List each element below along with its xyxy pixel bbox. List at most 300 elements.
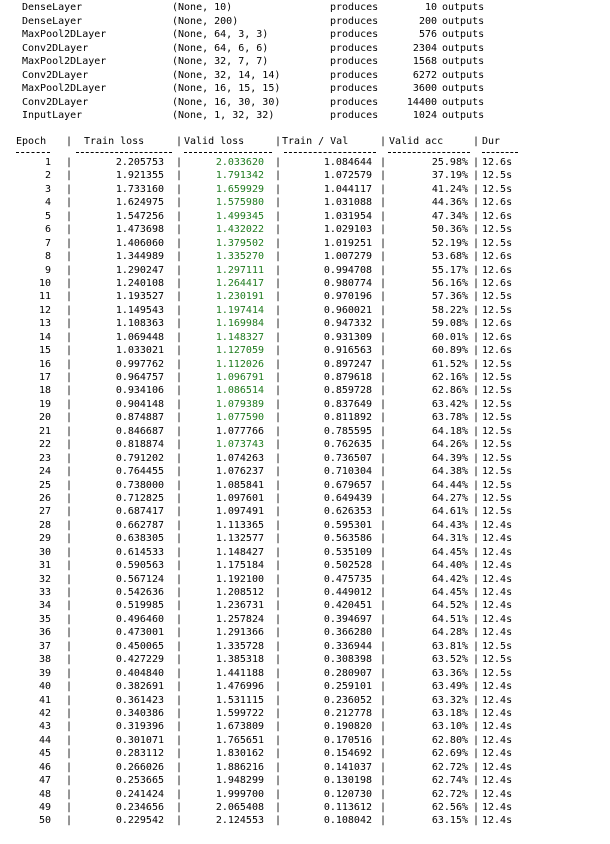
cell-train-val: 1.031954 [323, 210, 372, 222]
layer-verb: produces [330, 56, 379, 67]
layer-name: MaxPool2DLayer [22, 83, 107, 94]
column-divider: | [380, 667, 387, 679]
column-divider: | [380, 277, 387, 289]
cell-train-loss: 0.934106 [115, 385, 164, 397]
column-divider: | [176, 170, 183, 182]
layer-output-count: 200 [418, 15, 437, 27]
column-divider: | [176, 452, 183, 464]
cell-train-val: 0.736507 [323, 452, 372, 464]
cell-valid-loss: 1.531115 [215, 694, 264, 706]
cell-train-val: 0.420451 [323, 600, 372, 612]
cell-epoch: 40 [38, 681, 51, 693]
cell-valid-acc: 59.08% [431, 318, 468, 330]
cell-dur: 12.4s [482, 681, 513, 693]
table-row [16, 358, 526, 371]
cell-train-loss: 0.846687 [115, 425, 164, 437]
column-divider: | [380, 560, 387, 572]
column-divider: | [66, 210, 73, 222]
column-divider: | [473, 412, 480, 424]
cell-train-val: 1.044117 [323, 183, 372, 195]
column-divider: | [380, 707, 387, 719]
cell-valid-loss: 1.127059 [215, 345, 264, 357]
layer-output-unit: outputs [442, 83, 485, 94]
column-divider: | [473, 304, 480, 316]
cell-epoch: 30 [38, 546, 51, 558]
column-divider: | [176, 613, 183, 625]
cell-dur: 12.5s [482, 452, 513, 464]
column-divider: | [275, 587, 282, 598]
column-divider: | [176, 385, 183, 397]
table-row [16, 223, 526, 236]
column-divider: | [275, 466, 282, 478]
cell-valid-acc: 64.27% [431, 492, 468, 504]
table-row [16, 734, 526, 747]
column-divider: | [380, 372, 387, 383]
column-divider: | [66, 748, 73, 760]
cell-train-loss: 1.149543 [115, 304, 164, 316]
cell-dur: 12.4s [482, 721, 513, 733]
column-divider: | [176, 372, 183, 383]
cell-epoch: 24 [38, 466, 51, 478]
column-divider: | [380, 136, 387, 147]
table-row [16, 317, 526, 330]
column-divider: | [66, 613, 73, 625]
column-divider: | [380, 506, 387, 518]
column-divider: | [176, 761, 183, 773]
cell-dur: 12.4s [482, 519, 513, 531]
table-row [16, 546, 526, 559]
cell-train-loss: 0.997762 [115, 358, 164, 370]
cell-train-val: 0.141037 [323, 761, 372, 773]
cell-epoch: 1 [44, 157, 51, 168]
cell-train-val: 1.019251 [323, 237, 372, 249]
column-divider: | [66, 237, 73, 249]
table-row [16, 680, 526, 693]
column-divider: | [275, 815, 282, 827]
table-row [16, 559, 526, 572]
cell-valid-acc: 50.36% [431, 224, 468, 236]
cell-train-loss: 0.567124 [115, 573, 164, 585]
column-divider: | [66, 452, 73, 464]
column-divider: | [176, 734, 183, 746]
cell-train-val: 0.994708 [323, 264, 372, 276]
cell-train-val: 0.366280 [323, 627, 372, 639]
column-divider: | [473, 358, 480, 370]
column-divider: | [275, 291, 282, 303]
column-divider: | [66, 775, 73, 787]
cell-train-val: 0.710304 [323, 466, 372, 478]
table-row [16, 626, 526, 639]
cell-valid-acc: 44.36% [431, 197, 468, 209]
column-divider: | [66, 170, 73, 182]
cell-valid-loss: 1.297111 [215, 264, 264, 276]
cell-epoch: 35 [38, 613, 51, 625]
cell-dur: 12.5s [482, 170, 513, 182]
column-divider: | [176, 210, 183, 222]
table-row [16, 586, 526, 599]
layer-row [22, 82, 582, 96]
column-divider: | [473, 761, 480, 773]
cell-train-loss: 0.614533 [115, 546, 164, 558]
column-divider: | [380, 251, 387, 263]
cell-train-val: 0.170516 [323, 734, 372, 746]
table-row [16, 344, 526, 357]
column-divider: | [380, 157, 387, 168]
cell-valid-loss: 1.291366 [215, 627, 264, 639]
cell-dur: 12.5s [482, 654, 513, 666]
column-divider: | [473, 492, 480, 504]
separator-dash [482, 152, 518, 153]
cell-valid-loss: 1.192100 [215, 573, 264, 585]
layer-row [22, 96, 582, 110]
cell-train-loss: 1.108363 [115, 318, 164, 330]
layer-verb: produces [330, 29, 379, 40]
column-divider: | [473, 466, 480, 478]
column-divider: | [473, 573, 480, 585]
cell-train-val: 0.649439 [323, 492, 372, 504]
layer-summary [22, 1, 582, 123]
cell-valid-acc: 63.36% [431, 667, 468, 679]
column-divider: | [66, 385, 73, 397]
cell-valid-acc: 64.44% [431, 479, 468, 491]
column-divider: | [176, 358, 183, 370]
column-divider: | [380, 640, 387, 652]
column-divider: | [66, 721, 73, 733]
cell-valid-loss: 1.073743 [215, 439, 264, 451]
column-divider: | [380, 331, 387, 343]
column-divider: | [66, 519, 73, 531]
cell-dur: 12.5s [482, 291, 513, 303]
cell-dur: 12.6s [482, 318, 513, 330]
column-divider: | [176, 136, 183, 147]
cell-epoch: 12 [38, 304, 51, 316]
layer-output-unit: outputs [442, 15, 485, 27]
cell-epoch: 15 [38, 345, 51, 357]
layer-name: Conv2DLayer [22, 69, 89, 81]
cell-dur: 12.5s [482, 372, 513, 383]
column-divider: | [380, 573, 387, 585]
column-divider: | [473, 734, 480, 746]
layer-output-count: 1024 [412, 110, 437, 121]
cell-train-val: 0.236052 [323, 694, 372, 706]
column-divider: | [176, 667, 183, 679]
table-row [16, 237, 526, 250]
cell-valid-loss: 1.476996 [215, 681, 264, 693]
cell-valid-acc: 64.52% [431, 600, 468, 612]
cell-train-val: 0.626353 [323, 506, 372, 518]
cell-train-val: 0.280907 [323, 667, 372, 679]
column-divider: | [473, 210, 480, 222]
column-divider: | [66, 681, 73, 693]
cell-epoch: 10 [38, 277, 51, 289]
cell-train-loss: 1.547256 [115, 210, 164, 222]
column-divider: | [473, 519, 480, 531]
column-divider: | [66, 815, 73, 827]
column-divider: | [66, 479, 73, 491]
column-divider: | [176, 815, 183, 827]
column-divider: | [380, 466, 387, 478]
cell-dur: 12.6s [482, 251, 513, 263]
column-divider: | [275, 492, 282, 504]
column-divider: | [66, 197, 73, 209]
column-divider: | [66, 600, 73, 612]
column-divider: | [380, 802, 387, 813]
cell-valid-loss: 1.175184 [215, 560, 264, 572]
cell-valid-acc: 53.68% [431, 251, 468, 263]
layer-output-count: 2304 [412, 42, 437, 54]
table-row [16, 196, 526, 209]
column-divider: | [473, 157, 480, 168]
cell-valid-acc: 62.74% [431, 775, 468, 787]
column-divider: | [66, 802, 73, 813]
cell-train-loss: 0.712825 [115, 492, 164, 504]
cell-valid-acc: 52.19% [431, 237, 468, 249]
cell-dur: 12.5s [482, 506, 513, 518]
layer-output-unit: outputs [442, 96, 485, 108]
table-row [16, 720, 526, 733]
cell-valid-acc: 64.39% [431, 452, 468, 464]
table-row [16, 371, 526, 384]
column-divider: | [176, 183, 183, 195]
cell-epoch: 36 [38, 627, 51, 639]
cell-train-val: 0.879618 [323, 372, 372, 383]
cell-train-loss: 1.290247 [115, 264, 164, 276]
table-row [16, 492, 526, 505]
cell-valid-loss: 1.765651 [215, 734, 264, 746]
layer-name: Conv2DLayer [22, 96, 89, 108]
column-divider: | [380, 479, 387, 491]
column-divider: | [380, 775, 387, 787]
cell-train-val: 0.960021 [323, 304, 372, 316]
cell-train-loss: 0.241424 [115, 788, 164, 800]
cell-epoch: 9 [44, 264, 51, 276]
cell-train-loss: 0.662787 [115, 519, 164, 531]
table-row [16, 452, 526, 465]
column-divider: | [380, 197, 387, 209]
table-row [16, 425, 526, 438]
cell-epoch: 44 [38, 734, 51, 746]
cell-train-loss: 0.638305 [115, 533, 164, 545]
cell-epoch: 49 [38, 802, 51, 813]
column-divider: | [176, 640, 183, 652]
column-divider: | [176, 398, 183, 410]
column-divider: | [176, 157, 183, 168]
column-divider: | [275, 479, 282, 491]
cell-train-val: 0.535109 [323, 546, 372, 558]
cell-valid-loss: 1.236731 [215, 600, 264, 612]
cell-train-loss: 0.361423 [115, 694, 164, 706]
header-train-val: Train / Val [282, 136, 349, 147]
cell-train-loss: 0.301071 [115, 734, 164, 746]
layer-shape: (None, 64, 6, 6) [172, 42, 269, 54]
layer-name: DenseLayer [22, 2, 83, 13]
cell-valid-acc: 63.32% [431, 694, 468, 706]
cell-epoch: 26 [38, 492, 51, 504]
cell-train-val: 0.130198 [323, 775, 372, 787]
cell-valid-loss: 1.197414 [215, 304, 264, 316]
column-divider: | [473, 587, 480, 598]
column-divider: | [380, 761, 387, 773]
cell-valid-loss: 1.441188 [215, 667, 264, 679]
column-divider: | [176, 331, 183, 343]
cell-dur: 12.4s [482, 802, 513, 813]
column-divider: | [275, 197, 282, 209]
table-header [16, 134, 526, 150]
column-divider: | [380, 600, 387, 612]
cell-train-val: 1.084644 [323, 157, 372, 168]
layer-verb: produces [330, 69, 379, 81]
cell-train-val: 0.859728 [323, 385, 372, 397]
cell-valid-loss: 1.208512 [215, 587, 264, 598]
cell-dur: 12.6s [482, 277, 513, 289]
cell-epoch: 19 [38, 398, 51, 410]
cell-valid-loss: 1.575980 [215, 197, 264, 209]
cell-train-loss: 2.205753 [115, 157, 164, 168]
table-row [16, 210, 526, 223]
table-row [16, 532, 526, 545]
column-divider: | [66, 425, 73, 437]
table-row [16, 398, 526, 411]
cell-epoch: 34 [38, 600, 51, 612]
cell-epoch: 48 [38, 788, 51, 800]
cell-dur: 12.5s [482, 385, 513, 397]
column-divider: | [473, 748, 480, 760]
column-divider: | [473, 788, 480, 800]
cell-train-val: 0.212778 [323, 707, 372, 719]
cell-train-val: 0.259101 [323, 681, 372, 693]
column-divider: | [380, 398, 387, 410]
cell-train-val: 1.031088 [323, 197, 372, 209]
layer-shape: (None, 32, 14, 14) [172, 69, 281, 81]
column-divider: | [66, 466, 73, 478]
column-divider: | [275, 224, 282, 236]
table-row [16, 479, 526, 492]
column-divider: | [275, 560, 282, 572]
cell-dur: 12.5s [482, 479, 513, 491]
column-divider: | [380, 439, 387, 451]
cell-dur: 12.4s [482, 748, 513, 760]
cell-dur: 12.4s [482, 533, 513, 545]
column-divider: | [176, 707, 183, 719]
column-divider: | [473, 197, 480, 209]
cell-valid-acc: 63.81% [431, 640, 468, 652]
cell-dur: 12.4s [482, 694, 513, 706]
cell-valid-acc: 64.61% [431, 506, 468, 518]
column-divider: | [176, 412, 183, 424]
layer-output-count: 576 [418, 29, 437, 40]
column-divider: | [380, 183, 387, 195]
column-divider: | [473, 277, 480, 289]
cell-dur: 12.5s [482, 183, 513, 195]
cell-valid-acc: 60.01% [431, 331, 468, 343]
cell-valid-loss: 2.065408 [215, 802, 264, 813]
layer-output-unit: outputs [442, 42, 485, 54]
cell-valid-loss: 1.432022 [215, 224, 264, 236]
layer-output-count: 3600 [412, 83, 437, 94]
cell-epoch: 20 [38, 412, 51, 424]
cell-train-loss: 1.733160 [115, 183, 164, 195]
table-row [16, 788, 526, 801]
table-row [16, 411, 526, 424]
column-divider: | [176, 681, 183, 693]
column-divider: | [473, 251, 480, 263]
cell-valid-loss: 1.113365 [215, 519, 264, 531]
column-divider: | [380, 815, 387, 827]
table-row [16, 183, 526, 196]
cell-train-loss: 0.496460 [115, 613, 164, 625]
cell-valid-loss: 1.096791 [215, 372, 264, 383]
column-divider: | [66, 264, 73, 276]
cell-valid-loss: 1.335270 [215, 251, 264, 263]
column-divider: | [176, 479, 183, 491]
cell-epoch: 29 [38, 533, 51, 545]
cell-valid-acc: 64.51% [431, 613, 468, 625]
table-row [16, 599, 526, 612]
cell-valid-loss: 1.085841 [215, 479, 264, 491]
column-divider: | [176, 425, 183, 437]
layer-output-count: 6272 [412, 69, 437, 81]
column-divider: | [275, 802, 282, 813]
layer-row [22, 109, 582, 123]
column-divider: | [473, 802, 480, 813]
cell-valid-loss: 1.999700 [215, 788, 264, 800]
table-row [16, 384, 526, 397]
cell-train-loss: 0.764455 [115, 466, 164, 478]
cell-dur: 12.6s [482, 345, 513, 357]
column-divider: | [66, 761, 73, 773]
cell-epoch: 6 [44, 224, 51, 236]
cell-train-loss: 0.382691 [115, 681, 164, 693]
column-divider: | [176, 291, 183, 303]
cell-valid-loss: 2.033620 [215, 157, 264, 168]
table-row [16, 505, 526, 518]
column-divider: | [380, 613, 387, 625]
cell-epoch: 46 [38, 761, 51, 773]
cell-dur: 12.6s [482, 264, 513, 276]
column-divider: | [473, 533, 480, 545]
column-divider: | [176, 654, 183, 666]
column-divider: | [176, 694, 183, 706]
column-divider: | [176, 600, 183, 612]
column-divider: | [473, 640, 480, 652]
cell-train-loss: 0.404840 [115, 667, 164, 679]
column-divider: | [275, 304, 282, 316]
column-divider: | [66, 573, 73, 585]
cell-valid-acc: 63.52% [431, 654, 468, 666]
cell-train-val: 0.980774 [323, 277, 372, 289]
cell-valid-loss: 1.264417 [215, 277, 264, 289]
column-divider: | [66, 277, 73, 289]
cell-valid-loss: 1.077590 [215, 412, 264, 424]
cell-valid-acc: 57.36% [431, 291, 468, 303]
column-divider: | [473, 425, 480, 437]
cell-valid-acc: 64.45% [431, 546, 468, 558]
cell-valid-loss: 1.379502 [215, 237, 264, 249]
table-row [16, 519, 526, 532]
header-epoch: Epoch [16, 136, 47, 147]
cell-dur: 12.5s [482, 667, 513, 679]
cell-train-loss: 0.542636 [115, 587, 164, 598]
cell-valid-loss: 1.086514 [215, 385, 264, 397]
column-divider: | [275, 183, 282, 195]
header-dur: Dur [482, 136, 501, 147]
column-divider: | [380, 654, 387, 666]
cell-valid-acc: 63.49% [431, 681, 468, 693]
cell-valid-acc: 37.19% [431, 170, 468, 182]
separator-dash [388, 152, 470, 153]
layer-output-unit: outputs [442, 29, 485, 40]
column-divider: | [66, 224, 73, 236]
